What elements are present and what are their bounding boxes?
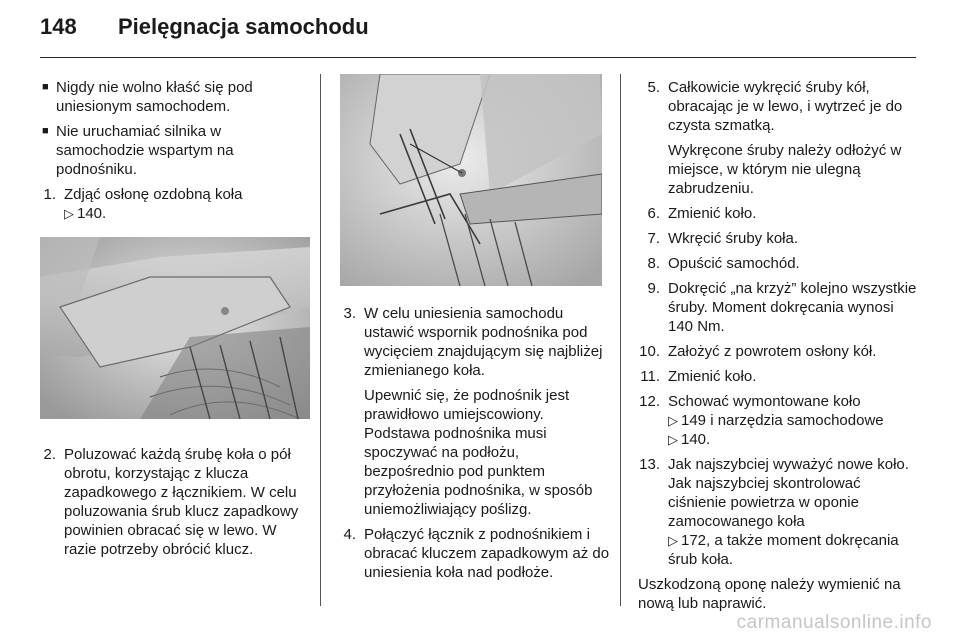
bullet-item bbox=[40, 122, 310, 179]
step-text: Schować wymontowane koło bbox=[668, 393, 861, 410]
step-number: 6. bbox=[647, 205, 660, 222]
bullet-item bbox=[40, 78, 310, 116]
jack-placement-illustration bbox=[340, 74, 602, 286]
step-11 bbox=[638, 367, 918, 386]
step-text: Zmienić koło. bbox=[668, 368, 757, 385]
step-text: Jak najszybciej wyważyć nowe koło. Jak najszybciej skontrolować ciśnienie powietrza w oponie zamocowanego koła bbox=[668, 456, 909, 530]
page-number: 148 bbox=[40, 14, 77, 39]
step-number: 4. bbox=[343, 526, 356, 543]
step-text: Założyć z powrotem osłony kół. bbox=[668, 343, 877, 360]
step-9 bbox=[638, 279, 918, 336]
step-note: Wykręcone śruby należy odłożyć w miejsce, w którym nie ulegną zabrudzeniu. bbox=[668, 142, 902, 197]
step-number: 5. bbox=[647, 79, 660, 96]
step-12 bbox=[638, 392, 918, 449]
step-number: 1. bbox=[43, 186, 56, 203]
header-rule bbox=[40, 57, 916, 58]
step-number: 13. bbox=[639, 456, 660, 473]
step-number: 3. bbox=[343, 305, 356, 322]
step-note: Upewnić się, że podnośnik jest prawidłowo umiejscowiony. Podstawa podnośnika musi spoczywać na podłożu, bezpośrednio pod punktem przyłożenia podnośnika, w sposób uniemożliwiający poślizg. bbox=[364, 387, 593, 518]
step-7 bbox=[638, 229, 918, 248]
step-text: Wkręcić śruby koła. bbox=[668, 230, 799, 247]
arrow-ref-icon: ▷ bbox=[668, 432, 678, 447]
step-number: 12. bbox=[639, 393, 660, 410]
ref-text: 149 i narzędzia samochodowe bbox=[681, 412, 884, 429]
bullet-text: Nie uruchamiać silnika w samochodzie wspartym na podnośniku. bbox=[56, 123, 234, 178]
step-number: 11. bbox=[640, 368, 660, 385]
step-text: Całkowicie wykręcić śruby kół, obracając je w lewo, i wytrzeć je do czysta szmatką. bbox=[668, 79, 903, 134]
column-3 bbox=[638, 78, 918, 613]
bullet-square-icon: ■ bbox=[42, 81, 49, 93]
wheel-lug-nut-figure bbox=[40, 237, 310, 419]
page-title: Pielęgnacja samochodu bbox=[118, 14, 369, 39]
step-text: Opuścić samochód. bbox=[668, 255, 800, 272]
step-text: Poluzować każdą śrubę koła o pół obrotu, korzystając z klucza zapadkowego z łącznikiem. W celu poluzowania śrub klucz zapadkowy powinien obracać się w lewo. W razie potrzeby obrócić klucz. bbox=[64, 446, 299, 558]
column-1 bbox=[40, 78, 310, 565]
step-number: 2. bbox=[43, 446, 56, 463]
step-number: 8. bbox=[647, 255, 660, 272]
step-6 bbox=[638, 204, 918, 223]
step-text: W celu uniesienia samochodu ustawić wspornik podnośnika pod wycięciem znajdującym się najbliżej zmienianego koła. bbox=[364, 305, 603, 379]
column-divider-1 bbox=[320, 74, 321, 606]
page-reference[interactable] bbox=[668, 431, 710, 448]
ref-text: 140. bbox=[681, 431, 711, 448]
step-text: Dokręcić „na krzyż” kolejno wszystkie śruby. Moment dokręcania wynosi 140 Nm. bbox=[668, 280, 917, 335]
page-header bbox=[40, 14, 369, 44]
wheel-cover-illustration bbox=[40, 237, 310, 419]
arrow-ref-icon: ▷ bbox=[64, 206, 74, 221]
step-text: Połączyć łącznik z podnośnikiem i obracać kluczem zapadkowym aż do uniesienia koła nad podłoże. bbox=[364, 526, 610, 581]
step-text: Zmienić koło. bbox=[668, 205, 757, 222]
step-3 bbox=[340, 304, 610, 519]
step-1 bbox=[40, 185, 310, 223]
step-number: 7. bbox=[647, 230, 660, 247]
step-number: 9. bbox=[647, 280, 660, 297]
watermark: carmanualsonline.info bbox=[736, 612, 932, 633]
ref-text: 172, a także moment dokręcania śrub koła. bbox=[668, 532, 899, 568]
arrow-ref-icon: ▷ bbox=[668, 533, 678, 548]
column-divider-2 bbox=[620, 74, 621, 606]
step-10 bbox=[638, 342, 918, 361]
page-reference[interactable] bbox=[668, 412, 884, 429]
step-8 bbox=[638, 254, 918, 273]
jack-bracket-figure bbox=[340, 74, 602, 286]
step-number: 10. bbox=[639, 343, 660, 360]
step-4 bbox=[340, 525, 610, 582]
column-2 bbox=[340, 74, 610, 588]
bullet-text: Nigdy nie wolno kłaść się pod uniesionym samochodem. bbox=[56, 79, 253, 115]
ref-page: 140. bbox=[77, 205, 107, 222]
step-5 bbox=[638, 78, 918, 198]
closing-note: Uszkodzoną oponę należy wymienić na nową lub naprawić. bbox=[638, 576, 901, 612]
page-reference[interactable] bbox=[64, 205, 106, 222]
step-13 bbox=[638, 455, 918, 569]
page-reference[interactable] bbox=[668, 532, 681, 549]
step-text: Zdjąć osłonę ozdobną koła bbox=[64, 186, 243, 203]
arrow-ref-icon: ▷ bbox=[668, 413, 678, 428]
step-2 bbox=[40, 445, 310, 559]
bullet-square-icon: ■ bbox=[42, 125, 49, 137]
